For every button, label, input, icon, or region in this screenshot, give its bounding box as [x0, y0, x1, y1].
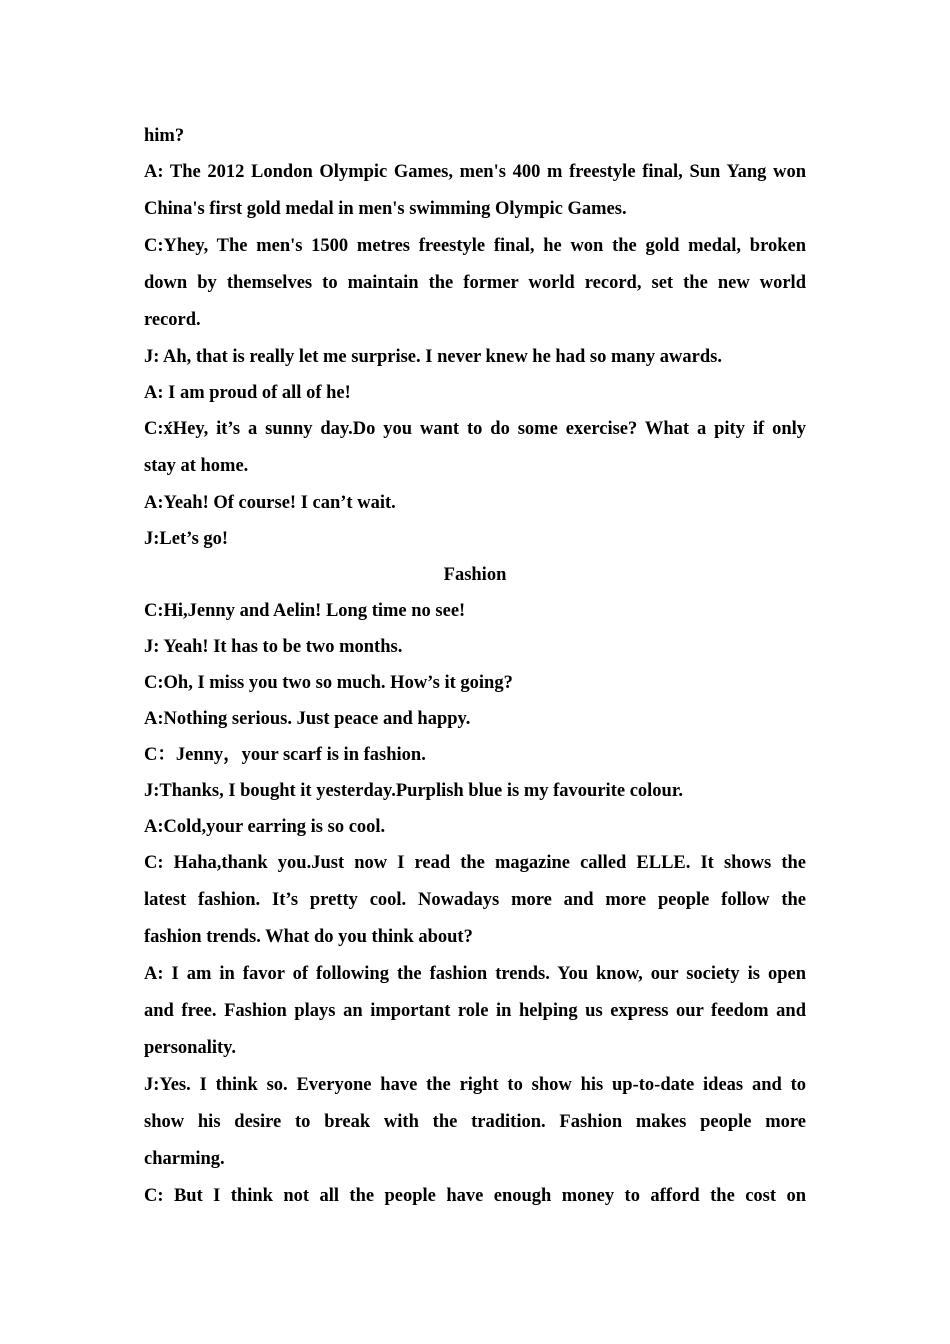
paragraph-a-favor: A: I am in favor of following the fashion trends. You know, our society is open and free. Fashion plays an important role in helping us express our feedom and personality. — [144, 964, 806, 1058]
line-j-two-months: J: Yeah! It has to be two months. — [144, 637, 403, 657]
section-heading-fashion: Fashion — [443, 565, 507, 585]
line-j-thanks: J:Thanks, I bought it yesterday.Purplish blue is my favourite colour. — [144, 781, 683, 801]
line-j-surprise: J: Ah, that is really let me surprise. I never knew he had so many awards. — [144, 347, 722, 367]
line-j-lets-go: J:Let’s go! — [144, 529, 229, 549]
line-c-hi: C:Hi,Jenny and Aelin! Long time no see! — [144, 601, 466, 621]
paragraph-j-yes: J:Yes. I think so. Everyone have the right to show his up-to-date ideas and to show his desire to break with the tradition. Fashion makes people more charming. — [144, 1075, 806, 1169]
document-page — [144, 118, 806, 1215]
line-a-yeah: A:Yeah! Of course! I can’t wait. — [144, 493, 396, 513]
line-c-miss: C:Oh, I miss you two so much. How’s it going? — [144, 673, 513, 693]
line-c-scarf: C：Jenny，your scarf is in fashion. — [144, 745, 426, 765]
paragraph-c-1500m: C:Yhey, The men's 1500 metres freestyle final, he won the gold medal, broken down by themselves to maintain the former world record, set the new world record. — [144, 236, 806, 330]
paragraph-c-sunny: C:x́Hey, it’s a sunny day.Do you want to do some exercise? What a pity if only stay at home. — [144, 419, 806, 476]
paragraph-a-olympic: A: The 2012 London Olympic Games, men's 400 m freestyle final, Sun Yang won China's first gold medal in men's swimming Olympic Games. — [144, 162, 806, 219]
line-a-earring: A:Cold,your earring is so cool. — [144, 817, 386, 837]
paragraph-c-elle: C: Haha,thank you.Just now I read the magazine called ELLE. It shows the latest fashion. It’s pretty cool. Nowadays more and more people follow the fashion trends. What do you think about? — [144, 853, 806, 947]
line-a-proud: A: I am proud of all of he! — [144, 383, 351, 403]
line-a-nothing: A:Nothing serious. Just peace and happy. — [144, 709, 471, 729]
paragraph-c-money: C: But I think not all the people have enough money to afford the cost on — [144, 1186, 806, 1206]
line-him: him? — [144, 126, 185, 146]
